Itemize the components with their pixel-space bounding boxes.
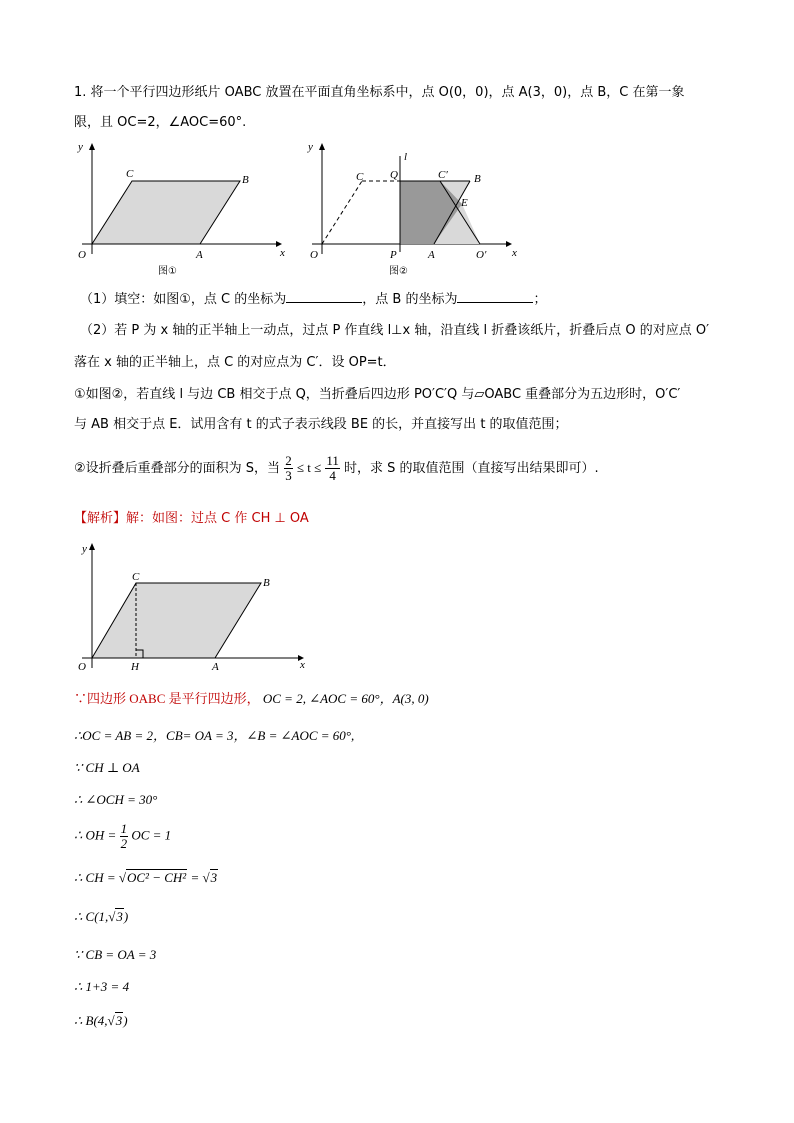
q2a-line-1: ①如图②，若直线 l 与边 CB 相交于点 Q，当折叠后四边形 PO′C′Q 与▱OABC 重叠部分为五边形时，O′C′ [74,387,681,402]
q2b-prefix: ②设折叠后重叠部分的面积为 S，当 [74,461,281,476]
question-1 [80,290,546,309]
q2b-suffix: 时，求 S 的取值范围（直接写出结果即可）. [344,461,599,476]
q1-prefix: （1）填空：如图①，点 C 的坐标为 [80,292,287,307]
label-a: A [196,249,203,261]
parallelogram-oabc [92,181,240,244]
fraction-2-3: $\frac{2}{3}$ [285,453,292,483]
step-9: ∴ 1+3 = 4 [74,979,130,994]
label-c-prime: C′ [438,169,448,181]
step-10: ∴ B(4,√3) [74,1013,128,1028]
fig1-caption: 图① [158,266,177,277]
q2b-line [74,454,599,483]
q1-end: ； [533,292,547,307]
y-axis-arrow [89,143,95,150]
label-b: B [474,173,481,185]
label-b: B [263,577,270,589]
label-x: x [512,247,517,259]
problem-line-1: 1. 将一个平行四边形纸片 OABC 放置在平面直角坐标系中，点 O(0，0)，点 A(3，0)，点 B，C 在第一象 [74,85,685,100]
y-axis-arrow [89,543,95,550]
step-3: ∵ CH ⊥ OA [74,760,140,775]
q2-line-2: 落在 x 轴的正半轴上，点 C 的对应点为 C′．设 OP=t． [74,355,396,370]
label-p: P [390,249,397,261]
label-c: C [356,171,364,183]
fraction-1-2: $\frac{1}{2}$ [120,821,128,851]
figure-2 [300,138,530,286]
label-o: O [78,661,86,673]
figure-3 [70,538,310,674]
label-c: C [132,571,140,583]
label-x: x [300,659,305,671]
label-y: y [308,141,313,153]
analysis-tag: 【解析】 [74,511,127,526]
label-q: Q [390,169,398,181]
label-e: E [461,197,468,209]
fraction-11-4: $\frac{11}{4}$ [326,453,339,483]
radical-3: 3 [210,870,218,885]
label-h: H [131,661,139,673]
label-a: A [428,249,435,261]
label-o-prime: O′ [476,249,487,261]
parallelogram-oabc [92,583,261,658]
q2a-line-2: 与 AB 相交于点 E．试用含有 t 的式子表示线段 BE 的长，并直接写出 t 的取值范围； [74,417,568,432]
radical-oc-ch: OC² − CH² [127,870,187,885]
solution-heading [74,510,309,528]
label-x: x [280,247,285,259]
q2-line-1: （2）若 P 为 x 轴的正半轴上一动点，过点 P 作直线 l⊥x 轴，沿直线 l 折叠该纸片，折叠后点 O 的对应点 O′ [80,323,710,338]
label-b: B [242,174,249,186]
analysis-intro: 解：如图：过点 C 作 CH ⊥ OA [126,511,309,526]
label-a: A [212,661,219,673]
label-y: y [82,543,87,555]
answer-blank-b[interactable] [457,290,533,303]
label-y: y [78,141,83,153]
step-2: ∴OC = AB = 2，CB= OA = 3，∠B = ∠AOC = 60°, [74,728,355,743]
step-4: ∴ ∠OCH = 30° [74,792,158,807]
figure-1 [70,138,290,286]
q1-mid: ，点 B 的坐标为 [362,292,458,307]
step-7: ∴ C(1,√3) [74,909,129,924]
problem-line-2: 限，且 OC=2，∠AOC=60°. [74,115,247,130]
step-1 [74,690,429,708]
fig2-caption: 图② [389,266,408,277]
q2b-inequality: ≤ t ≤ [296,460,322,475]
y-axis-arrow [319,143,325,150]
label-o: O [310,249,318,261]
step-1-red: ∵四边形 OABC 是平行四边形， [74,691,260,706]
answer-blank-c[interactable] [286,290,362,303]
label-o: O [78,249,86,261]
step-8: ∵ CB = OA = 3 [74,947,157,962]
step-1-black: OC = 2, ∠AOC = 60°，A(3, 0) [262,691,429,706]
step-6: ∴ CH = √OC² − CH² = √3 [74,870,218,885]
label-c: C [126,168,134,180]
step-5: ∴ OH = $\frac{1}{2}$ OC = 1 [74,821,172,851]
label-l: l [404,151,408,163]
